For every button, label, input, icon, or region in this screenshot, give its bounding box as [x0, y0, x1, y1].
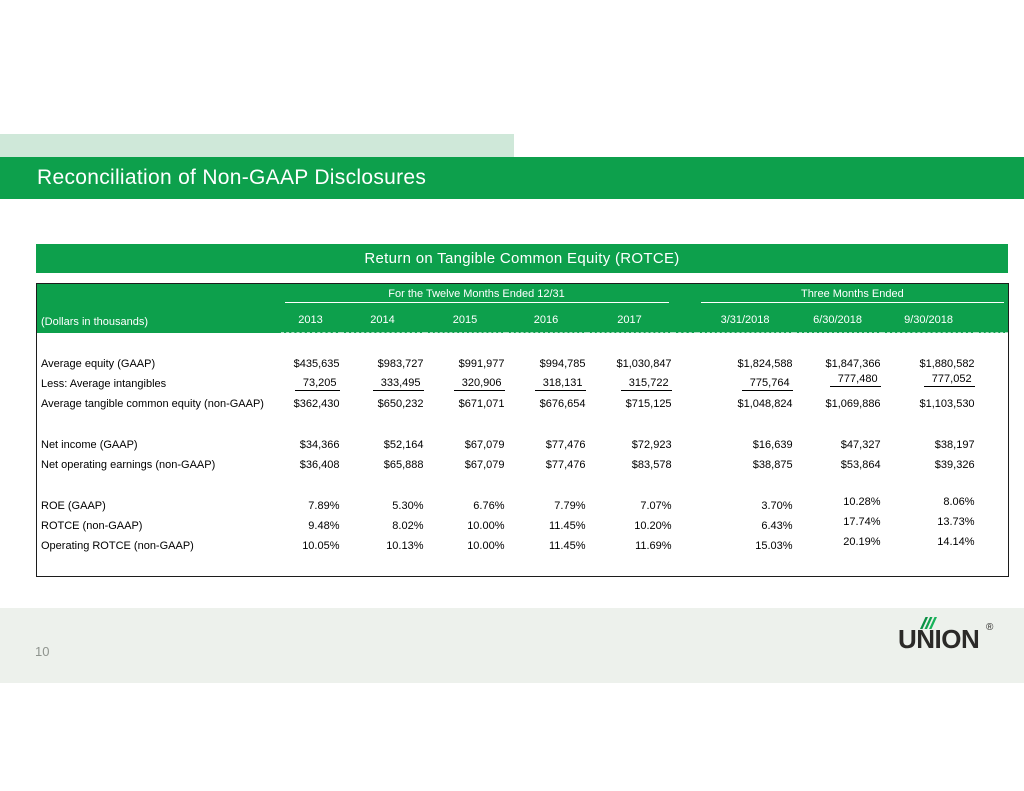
column-header: 2013	[281, 308, 341, 333]
table-row	[37, 536, 1009, 556]
row-pad	[976, 435, 1009, 455]
cell-value	[341, 374, 425, 394]
row-label: Operating ROTCE (non-GAAP)	[41, 539, 194, 552]
cell-value: 10.13%	[386, 539, 424, 552]
cell-value	[882, 370, 976, 390]
column-header: 2015	[425, 308, 506, 333]
column-header: 6/30/2018	[794, 308, 882, 333]
column-header: 3/31/2018	[697, 308, 794, 333]
spacer-cell	[37, 333, 1009, 354]
cell-value: $83,578	[631, 458, 672, 471]
cell-value: $77,476	[545, 458, 586, 471]
column-spacer	[673, 455, 697, 475]
row-label: ROTCE (non-GAAP)	[41, 519, 143, 532]
column-group-header	[697, 284, 1009, 309]
spacer-row	[37, 414, 1009, 435]
cell-value: 7.89%	[308, 499, 340, 512]
row-pad	[976, 516, 1009, 536]
underlined-value: 320,906	[454, 377, 505, 391]
cell-value: 10.28%	[843, 495, 881, 508]
cell-value: $39,326	[934, 458, 975, 471]
cell-value: 11.45%	[549, 519, 586, 532]
cell-value: $67,079	[464, 458, 505, 471]
cell-value: $991,977	[458, 357, 505, 370]
cell-value: 8.02%	[392, 519, 424, 532]
cell-value: 7.07%	[640, 499, 672, 512]
cell-value	[425, 374, 506, 394]
cell-value: $1,069,886	[825, 397, 881, 410]
column-group-header	[281, 284, 673, 309]
column-spacer	[673, 374, 697, 394]
cell-value: 10.00%	[467, 539, 505, 552]
row-label: Net income (GAAP)	[41, 438, 138, 451]
cell-value: $65,888	[383, 458, 424, 471]
cell-value: $1,048,824	[737, 397, 793, 410]
cell-value: $1,030,847	[616, 357, 672, 370]
row-label: Less: Average intangibles	[41, 377, 167, 390]
logo-wordmark: UNION	[898, 624, 980, 654]
cell-value: $671,071	[458, 397, 505, 410]
cell-value: $983,727	[377, 357, 424, 370]
spacer-row	[37, 556, 1009, 577]
cell-value: $34,366	[299, 438, 340, 451]
cell-value	[281, 374, 341, 394]
column-spacer	[673, 536, 697, 556]
cell-value: $67,079	[464, 438, 505, 451]
column-header: 9/30/2018	[882, 308, 976, 333]
cell-value: 8.06%	[943, 495, 975, 508]
page-title: Reconciliation of Non-GAAP Disclosures	[37, 166, 427, 189]
cell-value: $715,125	[625, 397, 672, 410]
row-pad	[976, 374, 1009, 394]
cell-value: 14.14%	[937, 535, 975, 548]
cell-value: $435,635	[293, 357, 340, 370]
spacer-cell	[37, 414, 1009, 435]
accent-bar-light	[0, 134, 514, 157]
underlined-value: 777,052	[924, 373, 975, 387]
column-header: 2016	[506, 308, 587, 333]
cell-value: $72,923	[631, 438, 672, 451]
union-logo-graphic	[884, 614, 998, 660]
cell-value: $77,476	[545, 438, 586, 451]
cell-value: $1,103,530	[919, 397, 975, 410]
cell-value: $36,408	[299, 458, 340, 471]
rotce-table	[36, 283, 1009, 577]
cell-value: 9.48%	[308, 519, 340, 532]
table-title: Return on Tangible Common Equity (ROTCE)	[364, 250, 680, 267]
cell-value: 3.70%	[761, 499, 793, 512]
row-label: Average tangible common equity (non-GAAP)	[41, 397, 264, 410]
row-pad	[976, 496, 1009, 516]
footer-band	[0, 608, 1024, 683]
union-logo	[884, 614, 998, 660]
column-group-label: Three Months Ended	[701, 288, 1005, 303]
cell-value: 10.20%	[634, 519, 672, 532]
table-row	[37, 394, 1009, 414]
column-group-label: For the Twelve Months Ended 12/31	[285, 288, 669, 303]
row-label: Net operating earnings (non-GAAP)	[41, 458, 216, 471]
cell-value: 11.45%	[549, 539, 586, 552]
underlined-value: 73,205	[295, 377, 340, 391]
slide-title-bar	[0, 157, 1024, 199]
underlined-value: 777,480	[830, 373, 881, 387]
table-row	[37, 455, 1009, 475]
cell-value: 6.76%	[473, 499, 505, 512]
cell-value: $994,785	[539, 357, 586, 370]
cell-value: $1,880,582	[919, 357, 975, 370]
table-row	[37, 374, 1009, 394]
registered-trademark-symbol: ®	[986, 622, 994, 633]
row-pad	[976, 455, 1009, 475]
cell-value: 17.74%	[843, 515, 881, 528]
cell-value: $1,847,366	[825, 357, 881, 370]
cell-value: $16,639	[752, 438, 793, 451]
cell-value: $676,654	[539, 397, 586, 410]
cell-value: 5.30%	[392, 499, 424, 512]
cell-value: $47,327	[840, 438, 881, 451]
column-spacer	[673, 516, 697, 536]
cell-value: $362,430	[293, 397, 340, 410]
cell-value: 20.19%	[843, 535, 881, 548]
underlined-value: 333,495	[373, 377, 424, 391]
cell-value: 7.79%	[554, 499, 586, 512]
page-number: 10	[35, 644, 50, 659]
column-spacer	[673, 496, 697, 516]
column-header-pad	[976, 308, 1009, 333]
cell-value: 13.73%	[937, 515, 975, 528]
cell-value: 10.05%	[302, 539, 340, 552]
underlined-value: 318,131	[535, 377, 586, 391]
cell-value: $650,232	[377, 397, 424, 410]
row-pad	[976, 354, 1009, 374]
row-label: Average equity (GAAP)	[41, 357, 156, 370]
cell-value: 10.00%	[467, 519, 505, 532]
underlined-value: 315,722	[621, 377, 672, 391]
table-row	[37, 435, 1009, 455]
column-spacer	[673, 354, 697, 374]
column-spacer	[673, 394, 697, 414]
header-spacer	[673, 284, 697, 333]
row-label: ROE (GAAP)	[41, 499, 106, 512]
cell-value	[506, 374, 587, 394]
underlined-value: 775,764	[742, 377, 793, 391]
cell-value: $38,875	[752, 458, 793, 471]
table-title-bar	[36, 244, 1008, 273]
cell-value: 15.03%	[755, 539, 793, 552]
cell-value: $1,824,588	[737, 357, 793, 370]
cell-value: $52,164	[383, 438, 424, 451]
column-header: 2014	[341, 308, 425, 333]
units-label: (Dollars in thousands)	[37, 284, 281, 333]
spacer-row	[37, 333, 1009, 354]
cell-value: 11.69%	[635, 539, 672, 552]
cell-value	[697, 374, 794, 394]
cell-value: 6.43%	[761, 519, 793, 532]
cell-value: $53,864	[840, 458, 881, 471]
column-header: 2017	[587, 308, 673, 333]
cell-value	[794, 370, 882, 390]
row-pad	[976, 536, 1009, 556]
column-spacer	[673, 435, 697, 455]
row-pad	[976, 394, 1009, 414]
spacer-cell	[37, 556, 1009, 577]
cell-value: $38,197	[934, 438, 975, 451]
cell-value	[587, 374, 673, 394]
